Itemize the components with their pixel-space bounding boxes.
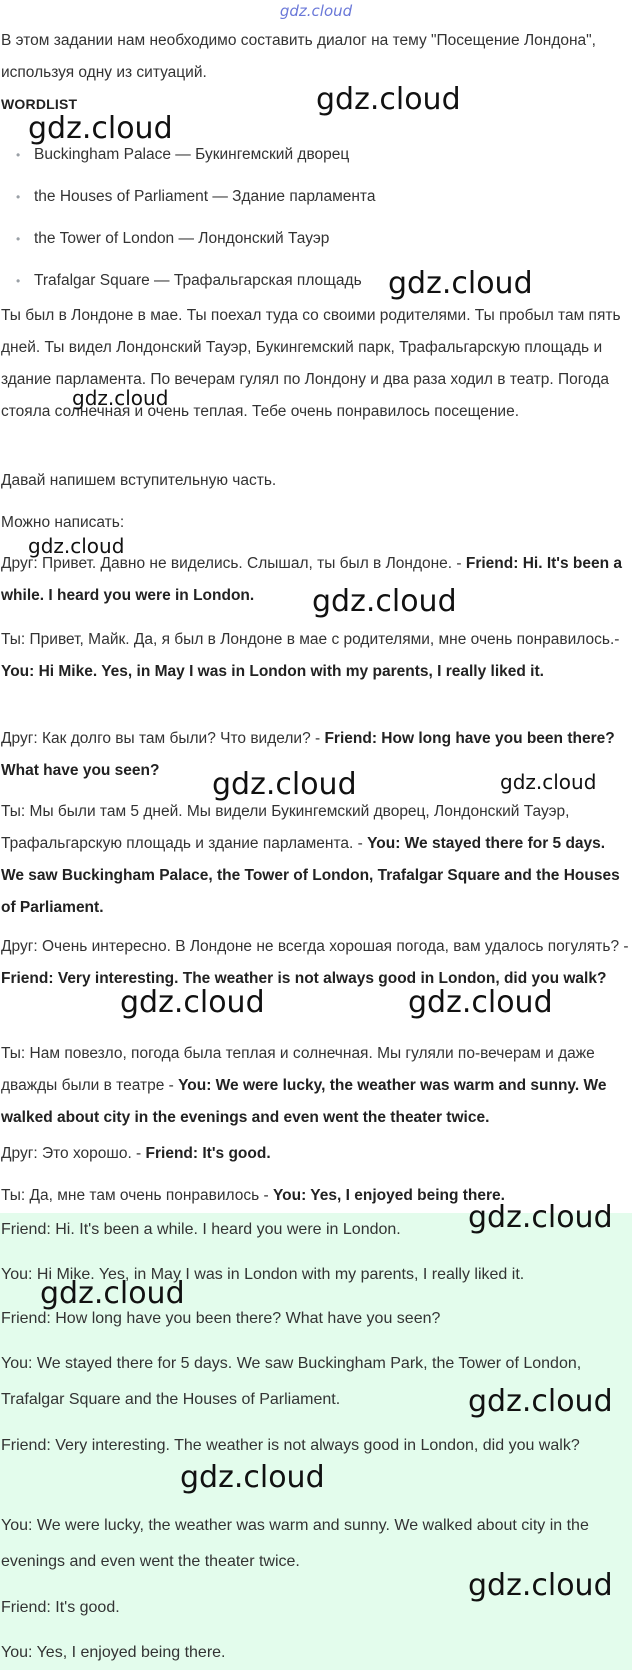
- watermark: gdz.cloud: [28, 534, 125, 558]
- final-dialog-line: You: We stayed there for 5 days. We saw Buckingham Park, the Tower of London, Trafalgar Square and the Houses of Parliament.: [1, 1355, 582, 1408]
- watermark: gdz.cloud: [72, 386, 169, 410]
- final-dialog-line: Friend: Hi. It's been a while. I heard you were in London.: [1, 1221, 401, 1238]
- dialog-line: [1, 624, 631, 688]
- dialog-ru: Друг: Привет. Давно не виделись. Слышал, ты был в Лондоне. -: [1, 555, 466, 572]
- wordlist-item-text: Trafalgar Square — Трафальгарская площадь: [34, 272, 362, 289]
- dialog-en: You: We were lucky, the weather was warm and sunny. We walked about city in the evenings and even went the theater twice.: [1, 1077, 607, 1126]
- watermark: gdz.cloud: [408, 985, 553, 1020]
- watermark: gdz.cloud: [312, 584, 457, 619]
- watermark: gdz.cloud: [120, 985, 265, 1020]
- watermark: gdz.cloud: [40, 1276, 185, 1311]
- dialog-en: You: Hi Mike. Yes, in May I was in London with my parents, I really liked it.: [1, 663, 544, 680]
- header-watermark: gdz.cloud: [279, 2, 353, 20]
- wordlist-item: [18, 146, 349, 164]
- watermark: gdz.cloud: [388, 266, 533, 301]
- dialog-line: [1, 1138, 631, 1170]
- wordlist-item-text: the Houses of Parliament — Здание парламента: [34, 188, 376, 205]
- intro-paragraph: В этом задании нам необходимо составить диалог на тему "Посещение Лондона", используя одну из ситуаций.: [1, 32, 596, 81]
- dialog-line: [1, 1038, 631, 1134]
- dialog-ru: Ты: Да, мне там очень понравилось -: [1, 1187, 273, 1204]
- dialog-en: Friend: Hi. It's been a while. I heard you were in London.: [1, 555, 623, 604]
- dialog-en: Friend: Very interesting. The weather is not always good in London, did you walk?: [1, 970, 607, 987]
- dialog-en: You: Yes, I enjoyed being there.: [272, 1187, 505, 1204]
- final-dialog-line: You: We were lucky, the weather was warm and sunny. We walked about city in the evenings and even went the theater twice.: [1, 1517, 589, 1570]
- situation-paragraph: Ты был в Лондоне в мае. Ты поехал туда со своими родителями. Ты пробыл там пять дней. Ты видел Лондонский Тауэр, Букингемский парк, Трафальгарскую площадь и здание парламента. По вечерам гулял по Лондону и два раза ходил в театр. Погода стояла солнечная и очень теплая. Тебе очень понравилось посещение.: [1, 307, 621, 420]
- final-dialog-line: Friend: Very interesting. The weather is not always good in London, did you walk?: [1, 1437, 580, 1454]
- watermark: gdz.cloud: [180, 1460, 325, 1495]
- lead-in-text: Давай напишем вступительную часть.: [1, 472, 277, 489]
- watermark: gdz.cloud: [212, 767, 357, 802]
- dialog-ru: Друг: Это хорошо. -: [1, 1145, 146, 1162]
- wordlist-item: [18, 188, 375, 206]
- final-dialog-line: Friend: How long have you been there? What have you seen?: [1, 1310, 441, 1327]
- wordlist-item-text: Buckingham Palace — Букингемский дворец: [34, 146, 350, 163]
- watermark: gdz.cloud: [28, 111, 173, 146]
- dialog-ru: Ты: Нам повезло, погода была теплая и солнечная. Мы гуляли по-вечерам и даже дважды были в театре -: [1, 1045, 595, 1094]
- dialog-ru: Ты: Мы были там 5 дней. Мы видели Букингемский дворец, Лондонский Тауэр, Трафальгарскую площадь и здание парламента. -: [1, 803, 570, 852]
- wordlist-item-text: the Tower of London — Лондонский Тауэр: [34, 230, 330, 247]
- final-dialog-line: Friend: It's good.: [1, 1599, 120, 1616]
- wordlist-item: [18, 230, 329, 248]
- watermark: gdz.cloud: [500, 770, 597, 794]
- watermark: gdz.cloud: [316, 82, 461, 117]
- watermark: gdz.cloud: [468, 1200, 613, 1235]
- final-dialog-line: You: Yes, I enjoyed being there.: [1, 1644, 226, 1661]
- dialog-ru: Ты: Привет, Майк. Да, я был в Лондоне в мае с родителями, мне очень понравилось.-: [1, 631, 620, 648]
- dialog-en: Friend: It's good.: [145, 1145, 271, 1162]
- watermark: gdz.cloud: [468, 1384, 613, 1419]
- final-dialog-line: You: Hi Mike. Yes, in May I was in London with my parents, I really liked it.: [1, 1266, 525, 1283]
- dialog-en: Friend: How long have you been there? What have you seen?: [1, 730, 615, 779]
- dialog-en: You: We stayed there for 5 days. We saw Buckingham Palace, the Tower of London, Trafalgar Square and the Houses of Parliament.: [1, 835, 620, 916]
- dialog-ru: Друг: Как долго вы там были? Что видели? -: [1, 730, 325, 747]
- wordlist-item: [18, 272, 362, 290]
- wordlist-title: WORDLIST: [1, 96, 78, 112]
- can-write-text: Можно написать:: [1, 514, 125, 531]
- dialog-line: [1, 796, 631, 924]
- dialog-ru: Друг: Очень интересно. В Лондоне не всегда хорошая погода, вам удалось погулять? -: [1, 938, 629, 955]
- watermark: gdz.cloud: [468, 1568, 613, 1603]
